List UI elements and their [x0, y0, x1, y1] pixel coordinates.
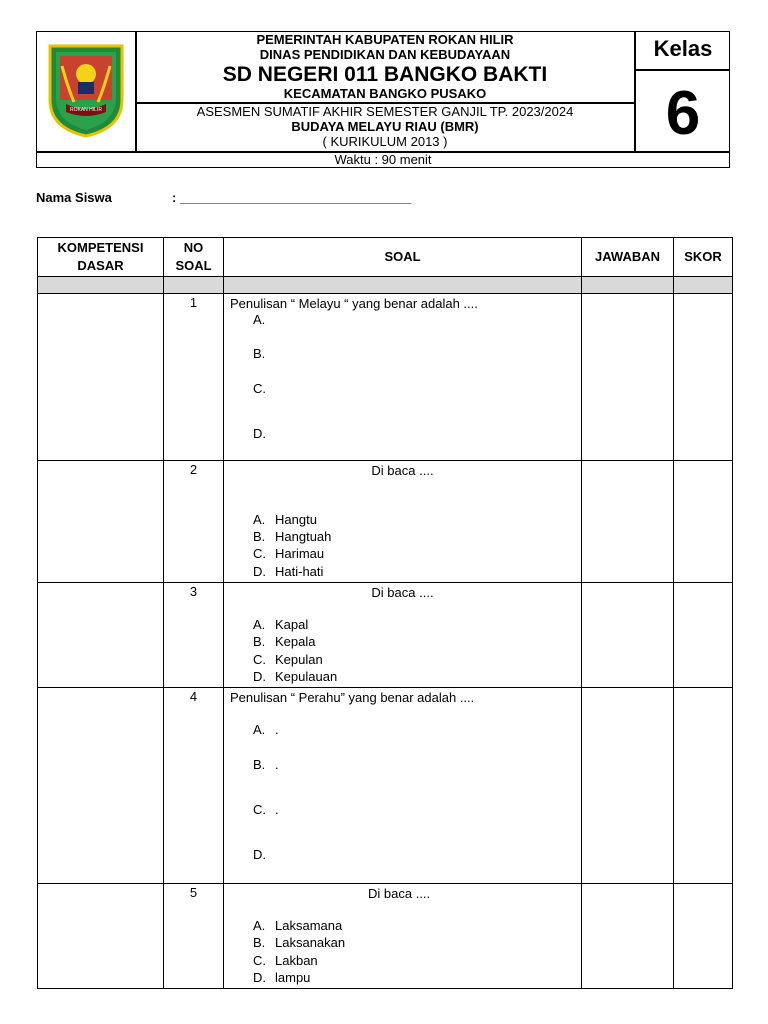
- option-text: Kepala: [275, 634, 316, 649]
- option-d[interactable]: [230, 563, 323, 581]
- question-number: 3: [164, 583, 224, 688]
- department-name: DINAS PENDIDIKAN DAN KEBUDAYAAN: [259, 47, 511, 62]
- option-text: lampu: [275, 970, 311, 985]
- question-cell: [224, 294, 582, 461]
- question-cell: [224, 688, 582, 884]
- option-text: Harimau: [275, 546, 325, 561]
- option-letter: A.: [253, 918, 266, 933]
- exam-title: ASESMEN SUMATIF AKHIR SEMESTER GANJIL TP. 2023/2024: [196, 104, 574, 119]
- option-d[interactable]: [230, 425, 275, 443]
- class-label: Kelas: [653, 36, 713, 61]
- col-header-kd-line2: DASAR: [77, 258, 124, 273]
- shaded-separator-row: [38, 277, 733, 294]
- option-a[interactable]: [230, 616, 308, 634]
- option-letter: D.: [253, 970, 266, 985]
- score-cell[interactable]: [674, 294, 733, 461]
- answer-cell[interactable]: [582, 461, 674, 583]
- option-letter: D.: [253, 426, 266, 441]
- option-d[interactable]: [230, 846, 275, 864]
- kd-cell: [38, 461, 164, 583]
- option-letter: B.: [253, 757, 266, 772]
- option-c[interactable]: [230, 545, 324, 563]
- option-d[interactable]: [230, 969, 310, 987]
- option-c[interactable]: [230, 651, 323, 669]
- kd-cell: [38, 294, 164, 461]
- option-a[interactable]: [230, 721, 279, 739]
- option-letter: B.: [253, 935, 266, 950]
- question-row: [38, 294, 733, 461]
- student-name-label: Nama Siswa: [36, 190, 112, 205]
- question-row: [38, 688, 733, 884]
- col-header-no: [164, 238, 224, 277]
- question-stem: Di baca ....: [368, 886, 431, 901]
- option-text: Laksamana: [275, 918, 343, 933]
- option-c[interactable]: [230, 380, 275, 398]
- option-a[interactable]: [230, 511, 317, 529]
- answer-cell[interactable]: [582, 688, 674, 884]
- option-c[interactable]: [230, 801, 279, 819]
- district-name: KECAMATAN BANGKO PUSAKO: [283, 86, 487, 101]
- option-letter: A.: [253, 617, 266, 632]
- option-text: Hati-hati: [275, 564, 324, 579]
- gov-name: PEMERINTAH KABUPATEN ROKAN HILIR: [256, 32, 514, 47]
- option-letter: C.: [253, 546, 266, 561]
- option-text: Laksanakan: [275, 935, 346, 950]
- question-table: [37, 237, 733, 989]
- option-a[interactable]: [230, 311, 275, 329]
- option-letter: B.: [253, 346, 266, 361]
- option-b[interactable]: [230, 528, 331, 546]
- col-header-skor: SKOR: [674, 238, 733, 277]
- option-letter: A.: [253, 722, 266, 737]
- question-row: [38, 461, 733, 583]
- option-a[interactable]: [230, 917, 342, 935]
- option-b[interactable]: [230, 934, 345, 952]
- kd-cell: [38, 688, 164, 884]
- option-text: .: [275, 722, 279, 737]
- col-header-jawaban: JAWABAN: [582, 238, 674, 277]
- option-letter: C.: [253, 802, 266, 817]
- question-row: [38, 583, 733, 688]
- option-text: .: [275, 757, 279, 772]
- option-letter: A.: [253, 312, 266, 327]
- option-d[interactable]: [230, 668, 337, 686]
- question-number: 4: [164, 688, 224, 884]
- option-letter: D.: [253, 669, 266, 684]
- option-text: Hangtuah: [275, 529, 332, 544]
- option-letter: D.: [253, 564, 266, 579]
- col-header-no-line1: NO: [183, 240, 204, 255]
- score-cell[interactable]: [674, 583, 733, 688]
- option-letter: B.: [253, 634, 266, 649]
- score-cell[interactable]: [674, 884, 733, 989]
- option-text: .: [275, 802, 279, 817]
- option-c[interactable]: [230, 952, 318, 970]
- question-row: [38, 884, 733, 989]
- student-name-field[interactable]: : ________________________________: [172, 190, 412, 205]
- score-cell[interactable]: [674, 688, 733, 884]
- option-text: Kepulauan: [275, 669, 338, 684]
- kd-cell: [38, 583, 164, 688]
- question-stem: Di baca ....: [371, 585, 434, 600]
- option-letter: D.: [253, 847, 266, 862]
- question-number: 2: [164, 461, 224, 583]
- curriculum: ( KURIKULUM 2013 ): [322, 134, 448, 149]
- question-number: 5: [164, 884, 224, 989]
- header-divider: [634, 69, 730, 71]
- option-letter: C.: [253, 953, 266, 968]
- regency-emblem-logo: [48, 44, 124, 138]
- class-number: 6: [665, 79, 701, 148]
- option-b[interactable]: [230, 756, 279, 774]
- col-header-soal: SOAL: [224, 238, 582, 277]
- option-letter: C.: [253, 381, 266, 396]
- kd-cell: [38, 884, 164, 989]
- answer-cell[interactable]: [582, 294, 674, 461]
- svg-text:ROKAN HILIR: ROKAN HILIR: [70, 107, 102, 113]
- option-text: Kapal: [275, 617, 309, 632]
- answer-cell[interactable]: [582, 884, 674, 989]
- col-header-no-line2: SOAL: [175, 258, 212, 273]
- option-text: Kepulan: [275, 652, 323, 667]
- score-cell[interactable]: [674, 461, 733, 583]
- question-stem: Penulisan “ Perahu” yang benar adalah ....: [230, 690, 475, 705]
- answer-cell[interactable]: [582, 583, 674, 688]
- subject-name: BUDAYA MELAYU RIAU (BMR): [291, 119, 479, 134]
- col-header-kd-line1: KOMPETENSI: [57, 240, 144, 255]
- question-stem: Penulisan “ Melayu “ yang benar adalah ....: [230, 296, 478, 311]
- question-number: 1: [164, 294, 224, 461]
- school-name: SD NEGERI 011 BANGKO BAKTI: [222, 63, 548, 86]
- option-b[interactable]: [230, 345, 275, 363]
- question-cell: [224, 884, 582, 989]
- question-cell: [224, 461, 582, 583]
- option-b[interactable]: [230, 633, 315, 651]
- duration: Waktu : 90 menit: [334, 152, 432, 167]
- question-cell: [224, 583, 582, 688]
- option-letter: A.: [253, 512, 266, 527]
- option-letter: B.: [253, 529, 266, 544]
- option-text: Hangtu: [275, 512, 317, 527]
- option-letter: C.: [253, 652, 266, 667]
- col-header-kd: [38, 238, 164, 277]
- question-stem: Di baca ....: [371, 463, 434, 478]
- option-text: Lakban: [275, 953, 318, 968]
